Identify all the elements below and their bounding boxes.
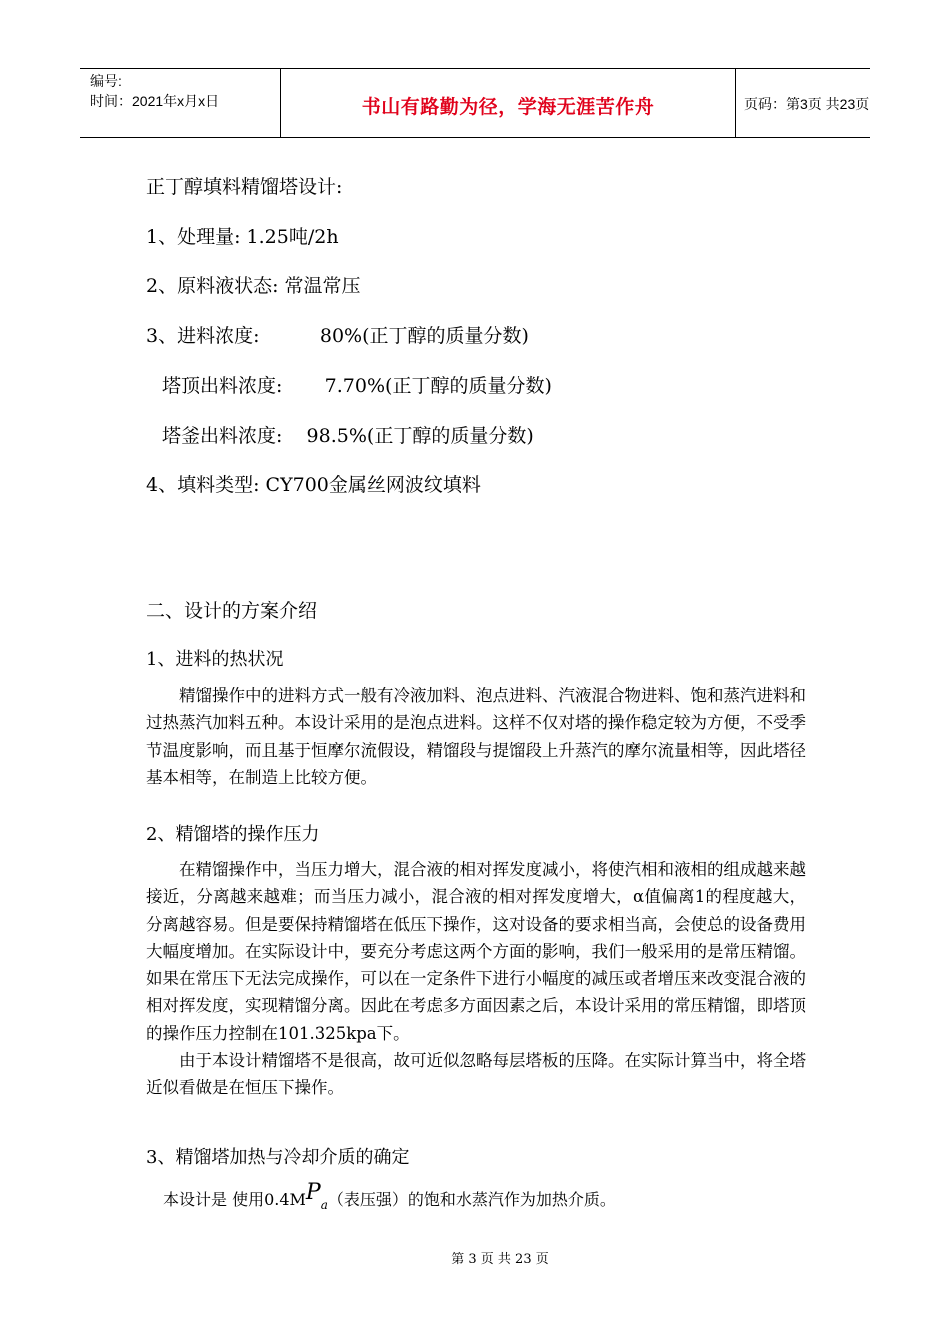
header-motto: 书山有路勤为径，学海无涯苦作舟: [361, 97, 655, 118]
spec-item-packing-type: 4、填料类型: CY700金属丝网波纹填料: [146, 474, 481, 496]
subsection-feed-heat-title: 1、进料的热状况: [146, 649, 284, 670]
paragraph-text: 由于本设计精馏塔不是很高，故可近似忽略每层塔板的压降。在实际计算当中，将全塔近似看做是在恒压下操作。: [146, 1051, 806, 1098]
heating-medium-sentence: [163, 1180, 616, 1212]
spec-item-bottom-concentration: 塔釜出料浓度: 98.5%(正丁醇的质量分数): [162, 425, 534, 447]
spec-item-top-concentration: 塔顶出料浓度: 7.70%(正丁醇的质量分数): [162, 375, 552, 397]
paragraph-text: 精馏操作中的进料方式一般有冷液加料、泡点进料、汽液混合物进料、饱和蒸汽进料和过热蒸汽加料五种。本设计采用的是泡点进料。这样不仅对塔的操作稳定较为方便，不受季节温度影响，而且基于恒摩尔流假设，精馏段与提馏段上升蒸汽的摩尔流量相等，因此塔径基本相等，在制造上比较方便。: [146, 686, 806, 787]
header-page-number: 页码：第3页 共23页: [744, 96, 870, 112]
header-motto-cell: [280, 69, 736, 137]
header-time: 时间：2021年x月x日: [90, 93, 220, 109]
section-heading: 二、设计的方案介绍: [146, 600, 318, 622]
pressure-unit-symbol: P: [305, 1180, 321, 1205]
paragraph-pressure: [146, 856, 806, 1102]
paragraph-feed-heat: [146, 682, 806, 791]
spec-title: 正丁醇填料精馏塔设计:: [146, 176, 343, 198]
paragraph-text: 在精馏操作中，当压力增大，混合液的相对挥发度减小，将使汽相和液相的组成越来越接近，分离越来越难；而当压力减小，混合液的相对挥发度增大，α值偏离1的程度越大，分离越容易。但是要保持精馏塔在低压下操作，这对设备的要求相当高，会使总的设备费用大幅度增加。在实际设计中，要充分考虑这两个方面的影响，我们一般采用的是常压精馏。如果在常压下无法完成操作，可以在一定条件下进行小幅度的减压或者增压来改变混合液的相对挥发度，实现精馏分离。因此在考虑多方面因素之后，本设计采用的常压精馏，即塔顶的操作压力控制在101.325kpa下。: [146, 860, 806, 1043]
spec-item-feed-state: 2、原料液状态: 常温常压: [146, 275, 361, 297]
header-page-cell: [736, 69, 870, 137]
pressure-unit-subscript: a: [320, 1198, 328, 1212]
sentence-prefix: 本设计是 使用0.4M: [163, 1190, 306, 1209]
page-footer: 第 3 页 共 23 页: [451, 1252, 549, 1267]
spec-item-capacity: 1、处理量: 1.25吨/2h: [146, 226, 339, 248]
subsection-medium-title: 3、精馏塔加热与冷却介质的确定: [146, 1147, 410, 1168]
header-number: 编号:: [90, 73, 122, 89]
subsection-pressure-title: 2、精馏塔的操作压力: [146, 824, 320, 845]
spec-item-feed-concentration: 3、进料浓度: 80%(正丁醇的质量分数): [146, 325, 529, 347]
sentence-suffix: （表压强）的饱和水蒸汽作为加热介质。: [327, 1190, 616, 1209]
header-left-cell: [80, 69, 280, 137]
page-header: [80, 68, 870, 138]
